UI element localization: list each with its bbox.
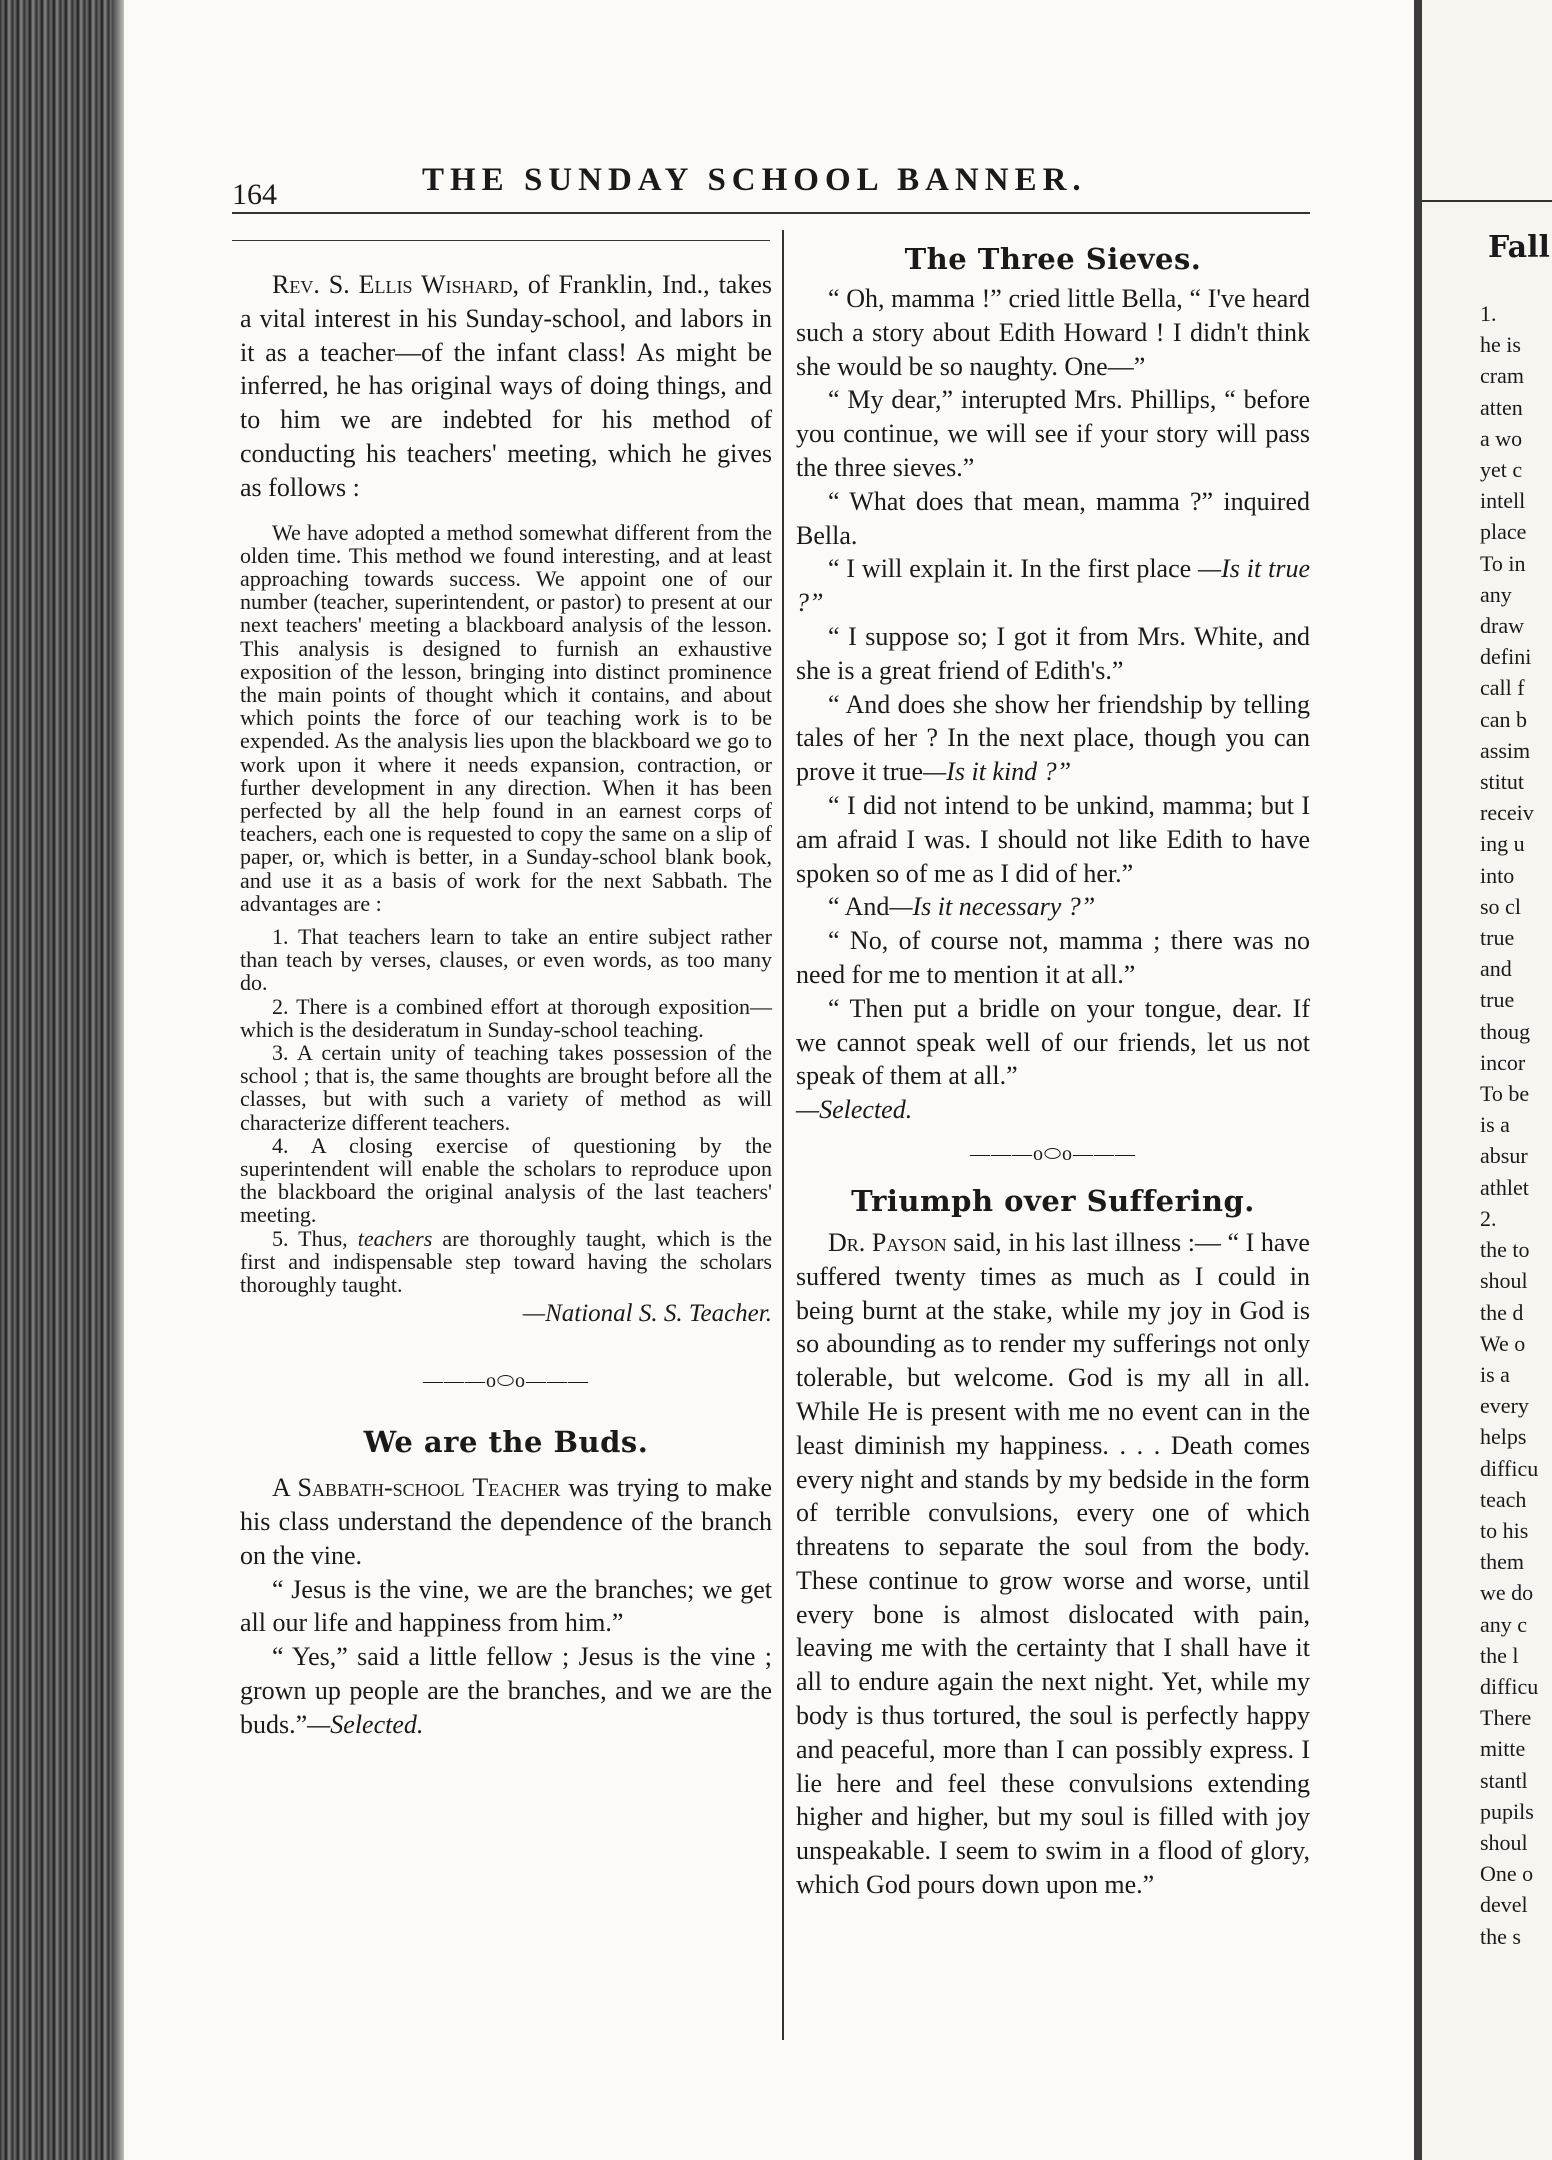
left-column-top-rule (232, 240, 770, 241)
advantages-list (240, 925, 772, 1296)
running-title: THE SUNDAY SCHOOL BANNER. (422, 162, 1087, 198)
sieves-paragraph: “ I did not intend to be unkind, mamma; but I am afraid I was. I should not like Edith to have spoken so of me as I did of her.” (796, 790, 1310, 888)
intro-text: , of Franklin, Ind., takes a vital interest in his Sunday-school, and labors in it as a teacher—of the infant class! As might be inferred, he has original ways of doing things, and to him we are indebted for his method of conducting his teachers' meeting, which he gives as follows : (240, 270, 772, 502)
article-title: Triumph over Suffering. (851, 1183, 1255, 1218)
sieves-paragraph: “ And does she show her friendship by telling tales of her ? In the next place, though you can prove it true—Is it kind ?” (796, 689, 1310, 787)
sieves-paragraph: “ I suppose so; I got it from Mrs. White, and she is a great friend of Edith's.” (796, 621, 1310, 685)
page-number: 164 (232, 178, 277, 211)
book-spine (0, 0, 118, 2160)
list-item: 3. A certain unity of teaching takes possession of the school ; that is, the same thoughts are brought before all the classes, but with such a variety of method as will characterize different teachers. (240, 1040, 772, 1135)
intro-paragraph (240, 268, 772, 505)
buds-paragraph: “ Jesus is the vine, we are the branches; we get all our life and happiness from him.” (240, 1574, 772, 1638)
ornament-divider: ———o⬭o——— (969, 1142, 1137, 1165)
next-page-rule (1422, 200, 1552, 202)
header-rule (232, 212, 1310, 214)
right-column (796, 242, 1310, 1902)
buds-paragraph: A Sabbath-school Teacher was trying to make his class understand the dependence of the branch on the vine. (240, 1473, 772, 1570)
sieves-paragraph: “ And—Is it necessary ?” (828, 892, 1096, 922)
sieves-paragraph: “ My dear,” interupted Mrs. Phillips, “ before you continue, we will see if your story will pass the three sieves.” (796, 385, 1310, 482)
sieves-paragraph: “ What does that mean, mamma ?” inquired Bella. (796, 486, 1310, 550)
sieves-paragraph: “ Then put a bridle on your tongue, dear. If we cannot speak well of our friends, let us not speak of them at all.” (796, 993, 1310, 1091)
column-rule (782, 230, 784, 2040)
attribution: —National S. S. Teacher. (522, 1300, 772, 1328)
sieves-paragraph: “ No, of course not, mamma ; there was no need for me to mention it at all.” (796, 926, 1310, 989)
article-title: We are the Buds. (363, 1425, 649, 1460)
page-gutter (1414, 0, 1422, 2160)
quote-paragraph: We have adopted a method somewhat different from the olden time. This method we found interesting, and at least approaching towards success. We appoint one of our number (teacher, superintendent, or pastor) to present at our next teachers' meeting a blackboard analysis of the lesson. This analysis is designed to furnish an exhaustive exposition of the lesson, bringing into distinct prominence the main points of thought which it contains, and about which points the force of our teaching work is to be expended. As the analysis lies upon the blackboard we go to work upon it where it needs expansion, contraction, or further development in any direction. When it has been perfected by all the help found in an earnest corps of teachers, each one is requested to copy the same on a slip of paper, or, which is better, in a Sunday-school blank book, and use it as a basis of work for the next Sabbath. The advantages are : (240, 519, 772, 916)
ornament-divider: ———o⬭o——— (422, 1370, 590, 1393)
list-item: 2. There is a combined effort at thorough exposition—which is the desideratum in Sunday-school teaching. (240, 993, 772, 1042)
next-page-text: 1. he is cram atten a wo yet c intell place To in any draw defini call f can b assim stitut receiv ing u into so cl true and true thoug incor To be is a absur athlet 2. the to shoul the d We o is a every helps difficu teach to his them we do any c the l difficu There mitte stantl pupils shoul One o devel the s (1480, 301, 1539, 1949)
list-item: 1. That teachers learn to take an entire subject rather than teach by verses, clauses, or even words, as too many do. (240, 924, 772, 996)
intro-name: Rev. S. Ellis Wishard (272, 270, 513, 299)
buds-paragraph: “ Yes,” said a little fellow ; Jesus is the vine ; grown up people are the branches, and we are the buds.”—Selected. (240, 1642, 772, 1739)
list-item: 5. Thus, teachers are thoroughly taught, which is the first and indispensable step toward having the scholars thoroughly taught. (240, 1225, 772, 1298)
sieves-paragraph: “ I will explain it. In the first place —Is it true ?” (796, 554, 1310, 618)
list-item: 4. A closing exercise of questioning by the superintendent will enable the scholars to reproduce upon the blackboard the original analysis of the last teachers' meeting. (240, 1132, 772, 1228)
next-page-title: Fall (1488, 230, 1550, 265)
spine-edge (112, 0, 124, 2160)
triumph-paragraph: Dr. Payson said, in his last illness :— “ I have suffered twenty times as much as I could in being burnt at the stake, while my joy in God is so abounding as to render my sufferings not only tolerable, but welcome. God is my all in all. While He is present with me no event can in the least diminish my happiness. . . . Death comes every night and stands by my bedside in the form of terrible convulsions, every one of which threatens to separate the soul from the body. These continue to grow worse and worse, until every bone is almost dislocated with pain, leaving me with the certainty that I shall have it all to endure again the next night. Yet, while my body is thus tortured, the soul is perfectly happy and peaceful, more than I can possibly express. I lie here and feel these convulsions extending higher and higher, but my soul is filled with joy unspeakable. I seem to swim in a flood of glory, which God pours down upon me.” (796, 1227, 1310, 1900)
sieves-paragraph: “ Oh, mamma !” cried little Bella, “ I've heard such a story about Edith Howard ! I didn't think she would be so naughty. One—” (796, 284, 1310, 381)
left-column (240, 268, 772, 1742)
article-title: The Three Sieves. (904, 242, 1202, 276)
attribution: —Selected. (796, 1095, 913, 1125)
